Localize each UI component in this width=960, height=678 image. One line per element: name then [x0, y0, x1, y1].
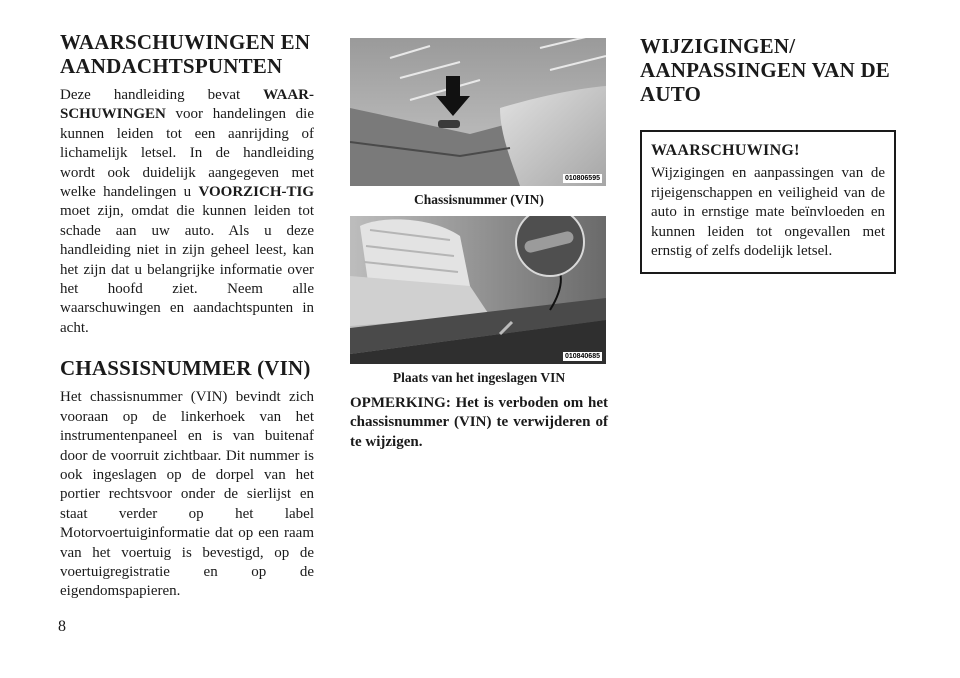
warnings-bold-1: WAAR-SCHUWINGEN — [60, 87, 314, 123]
vin-sill-photo — [350, 216, 606, 364]
page-number: 8 — [58, 618, 66, 635]
warnings-text-2: voor handelingen die kunnen leiden tot een aanrijding of lichamelijk letsel. In de handleiding wordt ook duidelijk aangegeven met welke handelingen u — [60, 106, 314, 201]
image1-code: 010806595 — [564, 175, 600, 182]
left-column — [60, 30, 314, 602]
warnings-text-3: moet zijn, omdat die kunnen leiden tot schade aan uw auto. Als u deze handleiding niet in zijn geheel leest, kan het zijn dat u belangrijke informatie over het hoofd ziet. Neem alle waarschuwingen en aandachtspunten in acht. — [60, 203, 314, 336]
warnings-text-1: Deze handleiding bevat — [60, 87, 264, 103]
image1-caption: Chassisnummer (VIN) — [414, 192, 544, 207]
windshield-illustration — [350, 38, 606, 186]
image2-code: 010840685 — [564, 353, 600, 360]
right-column — [640, 30, 896, 274]
door-sill-illustration — [350, 216, 606, 364]
warnings-paragraph — [60, 86, 314, 338]
vin-windshield-photo — [350, 38, 606, 186]
vin-note: OPMERKING: Het is verboden om het chassisnummer (VIN) te verwijderen of te wijzigen. — [350, 395, 608, 450]
warning-title: WAARSCHUWING! — [651, 142, 800, 159]
image2-caption: Plaats van het ingeslagen VIN — [392, 370, 566, 385]
warning-text: Wijzigingen en aanpassingen van de rijeigenschappen en veiligheid van de auto in ernstige mate beïnvloeden en kunnen leiden tot ongevallen met ernstig of zelfs dodelijk letsel. — [651, 165, 885, 260]
warnings-heading: WAARSCHUWINGEN EN AANDACHTSPUNTEN — [60, 30, 311, 78]
vin-heading: CHASSISNUMMER (VIN) — [60, 356, 311, 381]
vin-paragraph: Het chassisnummer (VIN) bevindt zich vooraan op de linkerhoek van het instrumentenpaneel en is van buitenaf door de voorruit zichtbaar. Dit nummer is ook ingeslagen op de dorpel van het portier rechtsvoor onder de sierlijst en staat verder op het label Motorvoertuiginformatie dat op een raam van het voertuig is bevestigd, op de voertuigregistratie en op de eigendomspapieren. — [60, 389, 314, 600]
warnings-bold-2: VOORZICH-TIG — [198, 184, 314, 201]
warning-box — [640, 130, 896, 274]
middle-column — [350, 30, 608, 452]
modifications-heading: WIJZIGINGEN/ AANPASSINGEN VAN DE AUTO — [640, 34, 891, 106]
